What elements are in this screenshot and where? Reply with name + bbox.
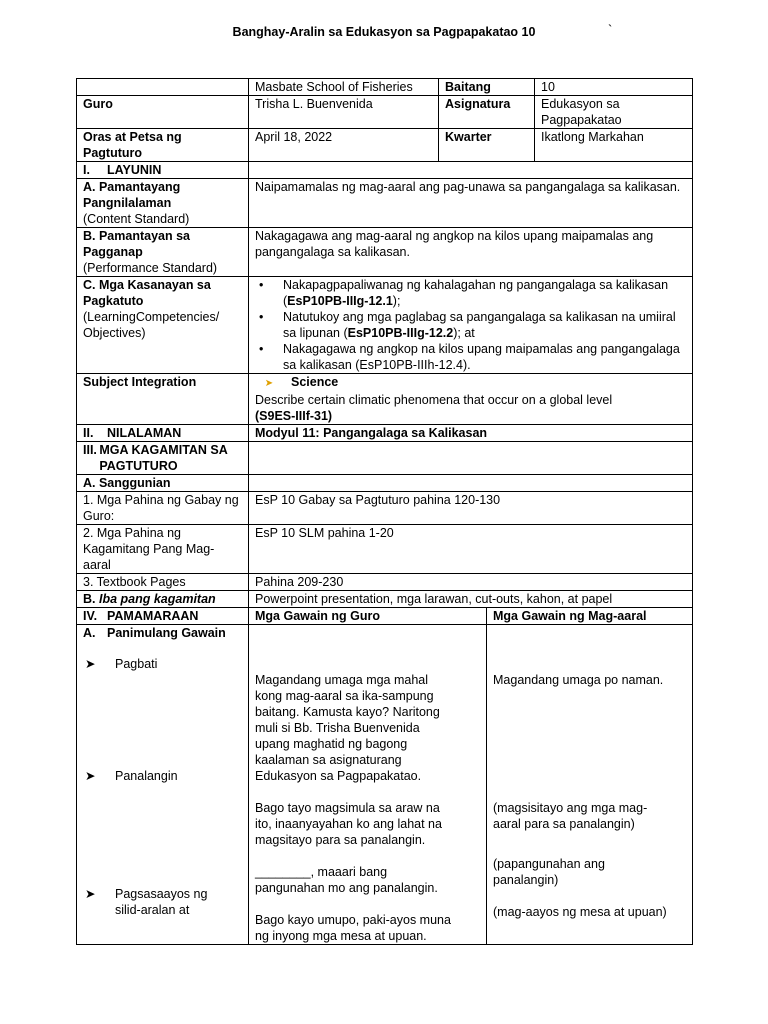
textbook-row [77, 574, 693, 591]
section-materials-row [77, 442, 693, 475]
arrow-bullet-icon: ➤ [85, 887, 96, 901]
learner-material-row [77, 525, 693, 574]
procedure-steps-cell [77, 625, 249, 945]
competencies-list [255, 277, 686, 373]
header-row-teacher [77, 96, 693, 129]
textbook-pages: Pahina 209-230 [249, 574, 693, 591]
section-procedure-row [77, 608, 693, 625]
section-materials-heading: III. MGA KAGAMITAN SA PAGTUTURO [77, 442, 249, 475]
competency-item: • Natutukoy ang mga paglabag sa pangangalaga sa kalikasan na umiiral sa lipunan (EsP10PB-IIIg-12.2); at [255, 309, 686, 341]
textbook-label: 3. Textbook Pages [77, 574, 249, 591]
teacher-name: Trisha L. Buenvenida [249, 96, 439, 129]
student-activities-cell [487, 625, 693, 945]
other-materials-row [77, 591, 693, 608]
student-prayer-lead: (papangunahan ang panalangin) [493, 857, 605, 887]
section-content-heading: II. NILALAMAN [77, 425, 249, 442]
content-standard-label: A. Pamantayang Pangnilalaman (Content Standard) [77, 179, 249, 228]
integration-code: (S9ES-IIIf-31) [255, 409, 333, 423]
teacher-activities-cell [249, 625, 487, 945]
performance-standard-text: Nakagagawa ang mag-aaral ng angkop na kilos upang maipamalas ang pangangalaga sa kalikasan. [249, 228, 693, 277]
student-prayer-stand: (magsisitayo ang mga mag-aaral para sa panalangin) [493, 801, 648, 831]
quarter-label: Kwarter [439, 129, 535, 162]
integration-text: Describe certain climatic phenomena that occur on a global level [255, 393, 613, 407]
header-empty-cell [77, 79, 249, 96]
subject-value: Edukasyon sa Pagpapakatao [535, 96, 693, 129]
section-objectives-heading: I. LAYUNIN [77, 162, 249, 179]
subject-integration-label: Subject Integration [77, 374, 249, 425]
subject-label: Asignatura [439, 96, 535, 129]
student-greeting: Magandang umaga po naman. [493, 673, 664, 687]
teacher-guide-pages: EsP 10 Gabay sa Pagtuturo pahina 120-130 [249, 492, 693, 525]
section-materials-empty [249, 442, 693, 475]
stray-mark: ` [608, 22, 613, 37]
teacher-arrange-instruction: Bago kayo umupo, paki-ayos muna ng inyong mga mesa at upuan. [255, 913, 451, 943]
teacher-greeting: Magandang umaga mga mahal kong mag-aaral sa ika-sampung baitang. Kamusta kayo? Naritong muli si Bb. Trisha Buenvenida upang maghatid ng bagong kaalaman sa asignaturang Edukasyon sa Pagpapakatao. [255, 673, 440, 783]
subject-integration-cell [249, 374, 693, 425]
learner-material-pages: EsP 10 SLM pahina 1-20 [249, 525, 693, 574]
lesson-plan-table [76, 78, 692, 945]
content-standard-row [77, 179, 693, 228]
section-content-row [77, 425, 693, 442]
competencies-row [77, 277, 693, 374]
references-empty [249, 475, 693, 492]
step-greeting: ➤ Pagbati [85, 657, 158, 671]
performance-standard-label: B. Pamantayan sa Pagganap (Performance Standard) [77, 228, 249, 277]
teacher-activities-header: Mga Gawain ng Guro [249, 608, 487, 625]
competency-item: • Nakapagpapaliwanag ng kahalagahan ng pangangalaga sa kalikasan (EsP10PB-IIIg-12.1); [255, 277, 686, 309]
time-date-label: Oras at Petsa ng Pagtuturo [77, 129, 249, 162]
step-prayer: ➤ Panalangin [85, 769, 178, 783]
teacher-guide-row [77, 492, 693, 525]
teacher-guide-label: 1. Mga Pahina ng Gabay ng Guro: [77, 492, 249, 525]
other-materials-label: B. Iba pang kagamitan [77, 591, 249, 608]
subject-integration-row [77, 374, 693, 425]
competencies-list-cell [249, 277, 693, 374]
arrow-bullet-icon: ➤ [85, 769, 96, 783]
module-title: Modyul 11: Pangangalaga sa Kalikasan [249, 425, 693, 442]
references-label: A. Sanggunian [77, 475, 249, 492]
intro-activity-label: A. Panimulang Gawain [83, 626, 226, 640]
content-standard-text: Naipamamalas ng mag-aaral ang pag-unawa sa pangangalaga sa kalikasan. [249, 179, 693, 228]
step-arrange-room: ➤ Pagsasaayos ng silid-aralan at [85, 887, 208, 917]
school-name: Masbate School of Fisheries [249, 79, 439, 96]
integration-subject: Science [291, 375, 339, 389]
header-row-school [77, 79, 693, 96]
procedure-body-row [77, 625, 693, 945]
section-objectives-empty [249, 162, 693, 179]
teacher-label: Guro [77, 96, 249, 129]
document-title: Banghay-Aralin sa Edukasyon sa Pagpapakatao 10 [232, 25, 536, 39]
arrow-bullet-icon: ➤ [85, 657, 96, 671]
section-procedure-heading: IV. PAMAMARAAN [77, 608, 249, 625]
student-arrange-action: (mag-aayos ng mesa at upuan) [493, 905, 667, 919]
quarter-value: Ikatlong Markahan [535, 129, 693, 162]
section-objectives-row [77, 162, 693, 179]
header-row-date [77, 129, 693, 162]
teacher-prayer-leader: ________, maaari bang pangunahan mo ang panalangin. [255, 865, 438, 895]
grade-label: Baitang [439, 79, 535, 96]
grade-value: 10 [535, 79, 693, 96]
references-row [77, 475, 693, 492]
learner-material-label: 2. Mga Pahina ng Kagamitang Pang Mag-aaral [77, 525, 249, 574]
competencies-label: C. Mga Kasanayan sa Pagkatuto (LearningCompetencies/ Objectives) [77, 277, 249, 374]
student-activities-header: Mga Gawain ng Mag-aaral [487, 608, 693, 625]
lesson-date: April 18, 2022 [249, 129, 439, 162]
other-materials-text: Powerpoint presentation, mga larawan, cut-outs, kahon, at papel [249, 591, 693, 608]
teacher-prayer-invite: Bago tayo magsimula sa araw na ito, inaanyayahan ko ang lahat na magsitayo para sa panalangin. [255, 801, 442, 847]
arrow-bullet-icon: ➤ [264, 378, 274, 389]
competency-item: • Nakagagawa ng angkop na kilos upang maipamalas ang pangangalaga sa kalikasan (EsP10PB-IIIh-12.4). [255, 341, 686, 373]
performance-standard-row [77, 228, 693, 277]
